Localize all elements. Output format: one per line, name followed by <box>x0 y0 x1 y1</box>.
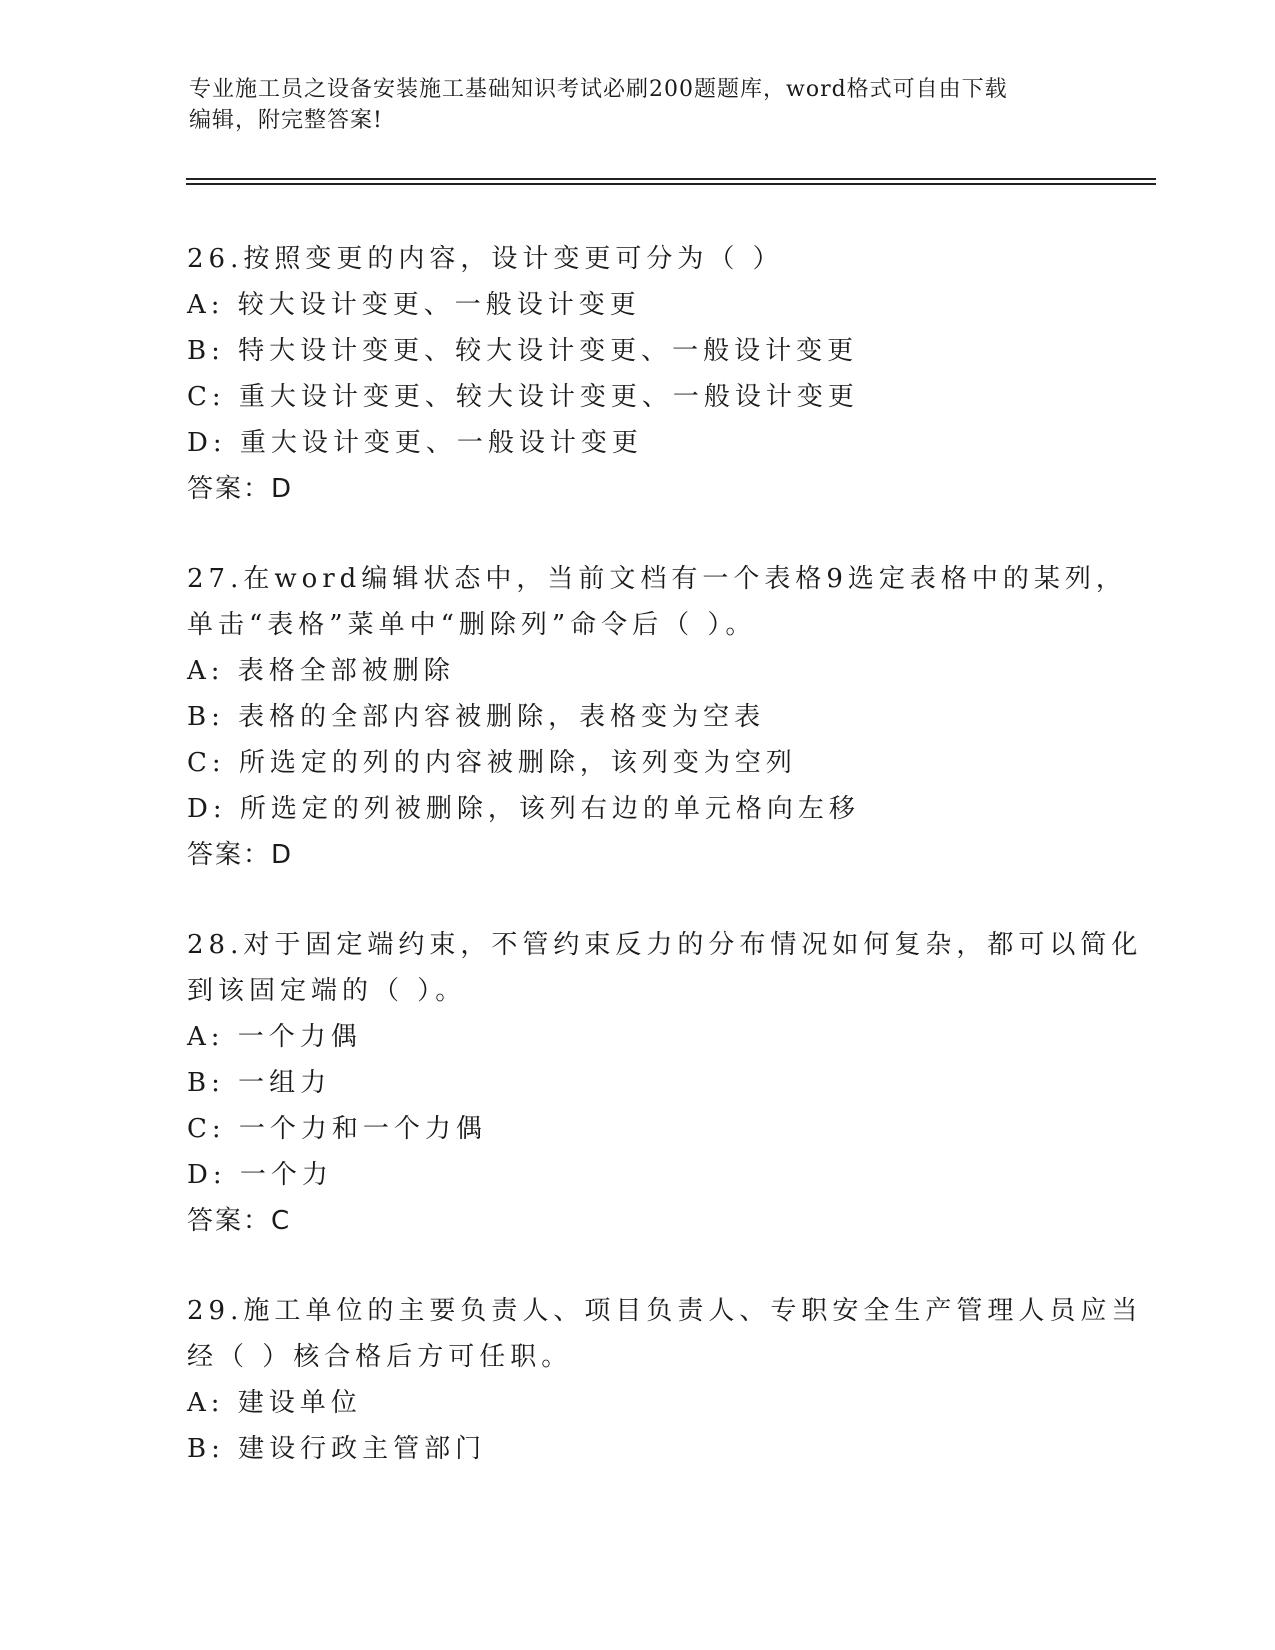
option-d: D: 一个力 <box>187 1160 333 1190</box>
header-title-line-2: 编辑，附完整答案! <box>189 108 383 133</box>
question-29 <box>187 1288 1143 1472</box>
question-stem: 26.按照变更的内容，设计变更可分为（ ） <box>187 244 784 274</box>
header-divider-top <box>186 178 1156 180</box>
option-b: B: 一组力 <box>187 1068 332 1098</box>
option-b: B: 表格的全部内容被删除，表格变为空表 <box>187 702 766 732</box>
option-a: A: 表格全部被删除 <box>187 656 455 686</box>
answer-label: 答案：C <box>187 1206 292 1236</box>
header-title-line-1: 专业施工员之设备安装施工基础知识考试必刷200题题库，word格式可自由下载 <box>189 77 1008 102</box>
question-stem: 27.在word编辑状态中，当前文档有一个表格9选定表格中的某列， <box>187 564 1127 594</box>
question-stem: 29.施工单位的主要负责人、项目负责人、专职安全生产管理人员应当 <box>187 1296 1143 1326</box>
header-divider-bottom <box>186 183 1156 185</box>
question-stem-continued: 经（ ）核合格后方可任职。 <box>187 1342 573 1372</box>
option-c: C: 重大设计变更、较大设计变更、一般设计变更 <box>187 382 859 412</box>
option-c: C: 一个力和一个力偶 <box>187 1114 487 1144</box>
option-a: A: 一个力偶 <box>187 1022 362 1052</box>
answer-label: 答案：D <box>187 840 294 870</box>
question-27 <box>187 556 1127 878</box>
answer-label: 答案：D <box>187 474 294 504</box>
option-b: B: 特大设计变更、较大设计变更、一般设计变更 <box>187 336 859 366</box>
option-b: B: 建设行政主管部门 <box>187 1434 487 1464</box>
option-a: A: 较大设计变更、一般设计变更 <box>187 290 641 320</box>
question-stem-continued: 单击“表格”菜单中“删除列”命令后（ ）。 <box>187 610 757 640</box>
question-28 <box>187 922 1143 1244</box>
option-c: C: 所选定的列的内容被删除，该列变为空列 <box>187 748 797 778</box>
question-stem: 28.对于固定端约束，不管约束反力的分布情况如何复杂，都可以简化 <box>187 930 1143 960</box>
question-list <box>187 236 1143 1516</box>
option-d: D: 所选定的列被删除，该列右边的单元格向左移 <box>187 794 860 824</box>
question-26 <box>187 236 1107 512</box>
option-d: D: 重大设计变更、一般设计变更 <box>187 428 643 458</box>
question-stem-continued: 到该固定端的（ ）。 <box>187 976 467 1006</box>
document-header <box>189 74 1089 136</box>
option-a: A: 建设单位 <box>187 1388 362 1418</box>
